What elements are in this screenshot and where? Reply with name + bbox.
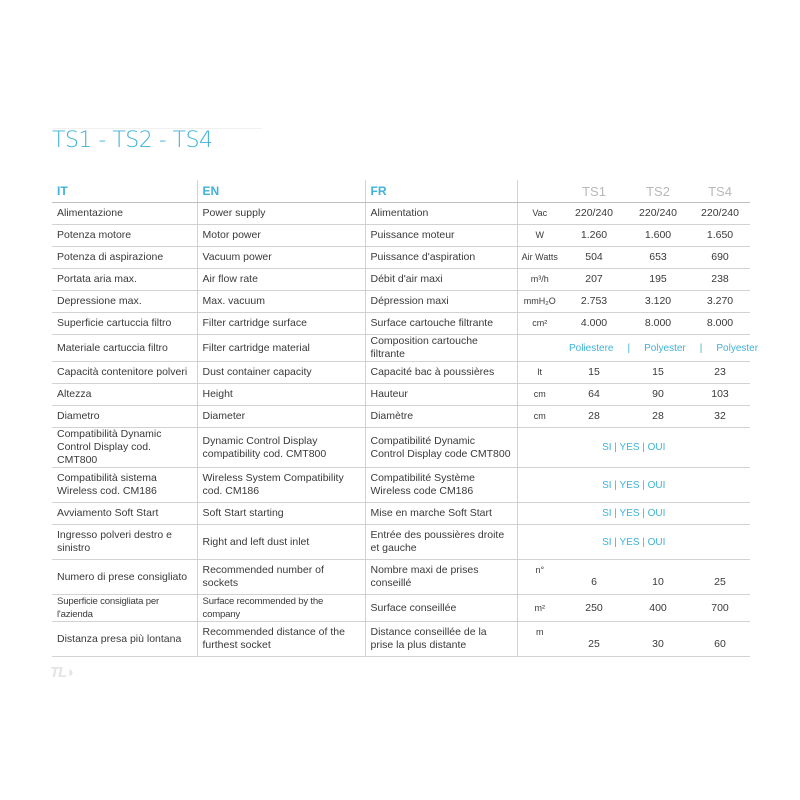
cell-value-ts2: 3.120 <box>626 291 690 313</box>
cell-value-ts2: 10 <box>626 560 690 595</box>
cell-value-ts2: 8.000 <box>626 313 690 335</box>
cell-en: Surface recommended by the company <box>197 595 365 622</box>
table-row <box>52 269 750 291</box>
cell-en: Vacuum power <box>197 247 365 269</box>
table-row <box>52 203 750 225</box>
cell-en: Recommended number of sockets <box>197 560 365 595</box>
cell-unit: cm <box>517 384 562 406</box>
table-row <box>52 313 750 335</box>
cell-availability: SI | YES | OUI <box>517 468 750 503</box>
cell-fr: Compatibilité Dynamic Control Display code CMT800 <box>365 428 517 468</box>
cell-unit: lt <box>517 362 562 384</box>
cell-unit: cm² <box>517 313 562 335</box>
cell-value-ts4: 238 <box>690 269 750 291</box>
cell-it: Avviamento Soft Start <box>52 503 197 525</box>
cell-en: Max. vacuum <box>197 291 365 313</box>
cell-material-values <box>562 335 759 362</box>
cell-value-ts1: Poliestere <box>569 342 614 354</box>
header-unit <box>517 180 562 203</box>
cell-value-ts4: 1.650 <box>690 225 750 247</box>
spec-table <box>52 180 759 657</box>
cell-value-ts1: 207 <box>562 269 626 291</box>
cell-en: Recommended distance of the furthest socket <box>197 622 365 657</box>
cell-value-ts2: 15 <box>626 362 690 384</box>
cell-it: Superficie cartuccia filtro <box>52 313 197 335</box>
cell-unit: cm <box>517 406 562 428</box>
header-model-ts1: TS1 <box>562 180 626 203</box>
cell-it: Materiale cartuccia filtro <box>52 335 197 362</box>
cell-value-ts4: 23 <box>690 362 750 384</box>
cell-fr: Puissance d'aspiration <box>365 247 517 269</box>
cell-value-ts1: 220/240 <box>562 203 626 225</box>
table-row <box>52 247 750 269</box>
cell-en: Dust container capacity <box>197 362 365 384</box>
header-en: EN <box>197 180 365 203</box>
table-row <box>52 406 750 428</box>
cell-value-ts2: 220/240 <box>626 203 690 225</box>
table-row <box>52 525 750 560</box>
cell-it: Numero di prese consigliato <box>52 560 197 595</box>
table-row <box>52 291 750 313</box>
cell-unit: m² <box>517 595 562 622</box>
cell-value-ts4: 690 <box>690 247 750 269</box>
cell-en: Wireless System Compatibility cod. CM186 <box>197 468 365 503</box>
cell-fr: Compatibilité Système Wireless code CM186 <box>365 468 517 503</box>
page-title: TS1 - TS2 - TS4 <box>52 128 213 153</box>
cell-it: Potenza di aspirazione <box>52 247 197 269</box>
cell-value-ts2: 1.600 <box>626 225 690 247</box>
cell-fr: Diamètre <box>365 406 517 428</box>
cell-value-ts4: 8.000 <box>690 313 750 335</box>
cell-it: Altezza <box>52 384 197 406</box>
table-row <box>52 384 750 406</box>
cell-value-ts4: Polyester <box>716 342 759 354</box>
cell-fr: Débit d'air maxi <box>365 269 517 291</box>
separator: | <box>627 342 631 354</box>
cell-fr: Alimentation <box>365 203 517 225</box>
table-row <box>52 503 750 525</box>
cell-en: Soft Start starting <box>197 503 365 525</box>
cell-fr: Distance conseillée de la prise la plus distante <box>365 622 517 657</box>
table-row <box>52 335 750 362</box>
cell-value-ts1: 25 <box>562 622 626 657</box>
cell-value-ts2: 195 <box>626 269 690 291</box>
cell-fr: Entrée des poussières droite et gauche <box>365 525 517 560</box>
cell-en: Right and left dust inlet <box>197 525 365 560</box>
cell-en: Diameter <box>197 406 365 428</box>
cell-value-ts2: 400 <box>626 595 690 622</box>
cell-value-ts2: 90 <box>626 384 690 406</box>
cell-fr: Dépression maxi <box>365 291 517 313</box>
cell-availability: SI | YES | OUI <box>517 428 750 468</box>
cell-en: Power supply <box>197 203 365 225</box>
cell-unit: m <box>517 622 562 657</box>
cell-value-ts4: 32 <box>690 406 750 428</box>
cell-fr: Surface cartouche filtrante <box>365 313 517 335</box>
header-it: IT <box>52 180 197 203</box>
cell-value-ts2: 653 <box>626 247 690 269</box>
table-row <box>52 560 750 595</box>
cell-fr: Composition cartouche filtrante <box>365 335 517 362</box>
cell-unit: m³/h <box>517 269 562 291</box>
cell-it: Compatibilità sistema Wireless cod. CM186 <box>52 468 197 503</box>
cell-en: Filter cartridge material <box>197 335 365 362</box>
cell-fr: Hauteur <box>365 384 517 406</box>
cell-fr: Nombre maxi de prises conseillé <box>365 560 517 595</box>
cell-fr: Capacité bac à poussières <box>365 362 517 384</box>
cell-value-ts1: 2.753 <box>562 291 626 313</box>
cell-value-ts4: 60 <box>690 622 750 657</box>
cell-fr: Mise en marche Soft Start <box>365 503 517 525</box>
table-row <box>52 428 750 468</box>
cell-value-ts1: 250 <box>562 595 626 622</box>
cell-value-ts4: 3.270 <box>690 291 750 313</box>
cell-unit: Vac <box>517 203 562 225</box>
cell-en: Air flow rate <box>197 269 365 291</box>
separator: | <box>699 342 703 354</box>
cell-it: Distanza presa più lontana <box>52 622 197 657</box>
cell-value-ts1: 15 <box>562 362 626 384</box>
cell-value-ts1: 1.260 <box>562 225 626 247</box>
cell-value-ts1: 504 <box>562 247 626 269</box>
spec-table-body <box>52 180 759 657</box>
cell-unit: n° <box>517 560 562 595</box>
cell-it: Depressione max. <box>52 291 197 313</box>
cell-it: Portata aria max. <box>52 269 197 291</box>
watermark-logo: TL◗ <box>50 664 75 681</box>
cell-fr: Surface conseillée <box>365 595 517 622</box>
cell-en: Height <box>197 384 365 406</box>
cell-value-ts2: Polyester <box>644 342 686 354</box>
cell-unit: Air Watts <box>517 247 562 269</box>
cell-it: Diametro <box>52 406 197 428</box>
header-model-ts2: TS2 <box>626 180 690 203</box>
cell-it: Alimentazione <box>52 203 197 225</box>
cell-it: Capacità contenitore polveri <box>52 362 197 384</box>
cell-availability: SI | YES | OUI <box>517 525 750 560</box>
cell-en: Dynamic Control Display compatibility cod. CMT800 <box>197 428 365 468</box>
cell-unit: mmH₂O <box>517 291 562 313</box>
cell-en: Filter cartridge surface <box>197 313 365 335</box>
table-row <box>52 468 750 503</box>
table-row <box>52 225 750 247</box>
table-header-row <box>52 180 750 203</box>
table-row <box>52 622 750 657</box>
cell-fr: Puissance moteur <box>365 225 517 247</box>
table-row <box>52 362 750 384</box>
cell-availability: SI | YES | OUI <box>517 503 750 525</box>
cell-it: Potenza motore <box>52 225 197 247</box>
header-model-ts4: TS4 <box>690 180 750 203</box>
cell-unit <box>517 335 562 362</box>
cell-value-ts4: 220/240 <box>690 203 750 225</box>
cell-value-ts4: 700 <box>690 595 750 622</box>
cell-value-ts1: 4.000 <box>562 313 626 335</box>
cell-value-ts4: 103 <box>690 384 750 406</box>
cell-value-ts2: 30 <box>626 622 690 657</box>
table-row <box>52 595 750 622</box>
cell-value-ts1: 28 <box>562 406 626 428</box>
cell-value-ts2: 28 <box>626 406 690 428</box>
cell-value-ts1: 6 <box>562 560 626 595</box>
cell-value-ts4: 25 <box>690 560 750 595</box>
cell-en: Motor power <box>197 225 365 247</box>
cell-it: Ingresso polveri destro e sinistro <box>52 525 197 560</box>
header-fr: FR <box>365 180 517 203</box>
cell-value-ts1: 64 <box>562 384 626 406</box>
cell-it: Compatibilità Dynamic Control Display cod. CMT800 <box>52 428 197 468</box>
cell-it: Superficie consigliata per l'azienda <box>52 595 197 622</box>
cell-unit: W <box>517 225 562 247</box>
